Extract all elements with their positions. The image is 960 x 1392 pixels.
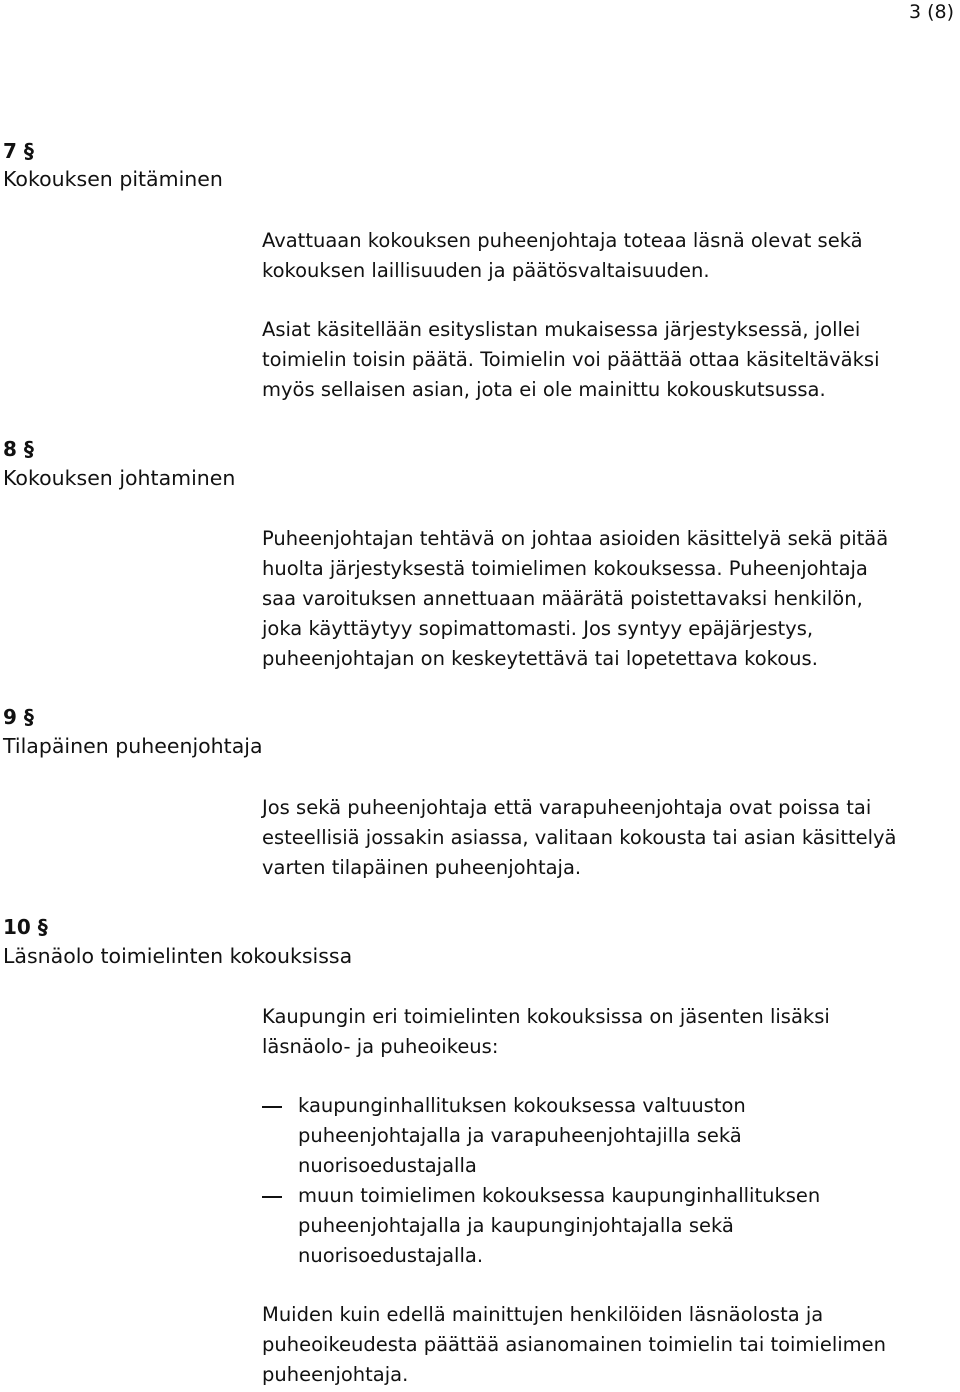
section-number: 7 § xyxy=(3,139,34,163)
dash-bullet-icon xyxy=(262,1196,282,1198)
section-number: 8 § xyxy=(3,437,34,461)
section-number: 10 § xyxy=(3,915,48,939)
paragraph-line: Kaupungin eri toimielinten kokouksissa on jäsenten lisäksi xyxy=(262,1005,830,1028)
section-number: 9 § xyxy=(3,705,34,729)
paragraph-line: Puheenjohtajan tehtävä on johtaa asioiden käsittelyä sekä pitää xyxy=(262,527,889,550)
section-title: Kokouksen johtaminen xyxy=(3,466,236,490)
list-item-line: puheenjohtajalla ja varapuheenjohtajilla sekä xyxy=(298,1124,742,1147)
section-title: Tilapäinen puheenjohtaja xyxy=(3,734,263,758)
list-item-line: kaupunginhallituksen kokouksessa valtuuston xyxy=(298,1094,746,1117)
paragraph-line: myös sellaisen asian, jota ei ole mainittu kokouskutsussa. xyxy=(262,378,826,401)
paragraph-line: toimielin toisin päätä. Toimielin voi päättää ottaa käsiteltäväksi xyxy=(262,348,880,371)
page-number: 3 (8) xyxy=(908,1,954,23)
paragraph-line: puheoikeudesta päättää asianomainen toimielin tai toimielimen xyxy=(262,1333,887,1356)
paragraph-line: esteellisiä jossakin asiassa, valitaan kokousta tai asian käsittelyä xyxy=(262,826,897,849)
paragraph-line: Avattuaan kokouksen puheenjohtaja toteaa läsnä olevat sekä xyxy=(262,229,863,252)
paragraph-line: Muiden kuin edellä mainittujen henkilöiden läsnäolosta ja xyxy=(262,1303,824,1326)
paragraph-line: Asiat käsitellään esityslistan mukaisessa järjestyksessä, jollei xyxy=(262,318,861,341)
list-item-line: muun toimielimen kokouksessa kaupunginhallituksen xyxy=(298,1184,821,1207)
paragraph-line: läsnäolo- ja puheoikeus: xyxy=(262,1035,499,1058)
paragraph-line: huolta järjestyksestä toimielimen kokouksessa. Puheenjohtaja xyxy=(262,557,868,580)
paragraph-line: varten tilapäinen puheenjohtaja. xyxy=(262,856,582,879)
dash-bullet-icon xyxy=(262,1106,282,1108)
paragraph-line: kokouksen laillisuuden ja päätösvaltaisuuden. xyxy=(262,259,710,282)
section-title: Kokouksen pitäminen xyxy=(3,167,223,191)
section-title: Läsnäolo toimielinten kokouksissa xyxy=(3,944,353,968)
paragraph-line: joka käyttäytyy sopimattomasti. Jos syntyy epäjärjestys, xyxy=(262,617,814,640)
list-item-line: puheenjohtajalla ja kaupunginjohtajalla sekä xyxy=(298,1214,734,1237)
list-item-line: nuorisoedustajalla. xyxy=(298,1244,484,1267)
paragraph-line: puheenjohtajan on keskeytettävä tai lopetettava kokous. xyxy=(262,647,818,670)
paragraph-line: saa varoituksen annettuaan määrätä poistettavaksi henkilön, xyxy=(262,587,863,610)
list-item-line: nuorisoedustajalla xyxy=(298,1154,477,1177)
paragraph-line: puheenjohtaja. xyxy=(262,1363,409,1386)
paragraph-line: Jos sekä puheenjohtaja että varapuheenjohtaja ovat poissa tai xyxy=(262,796,872,819)
